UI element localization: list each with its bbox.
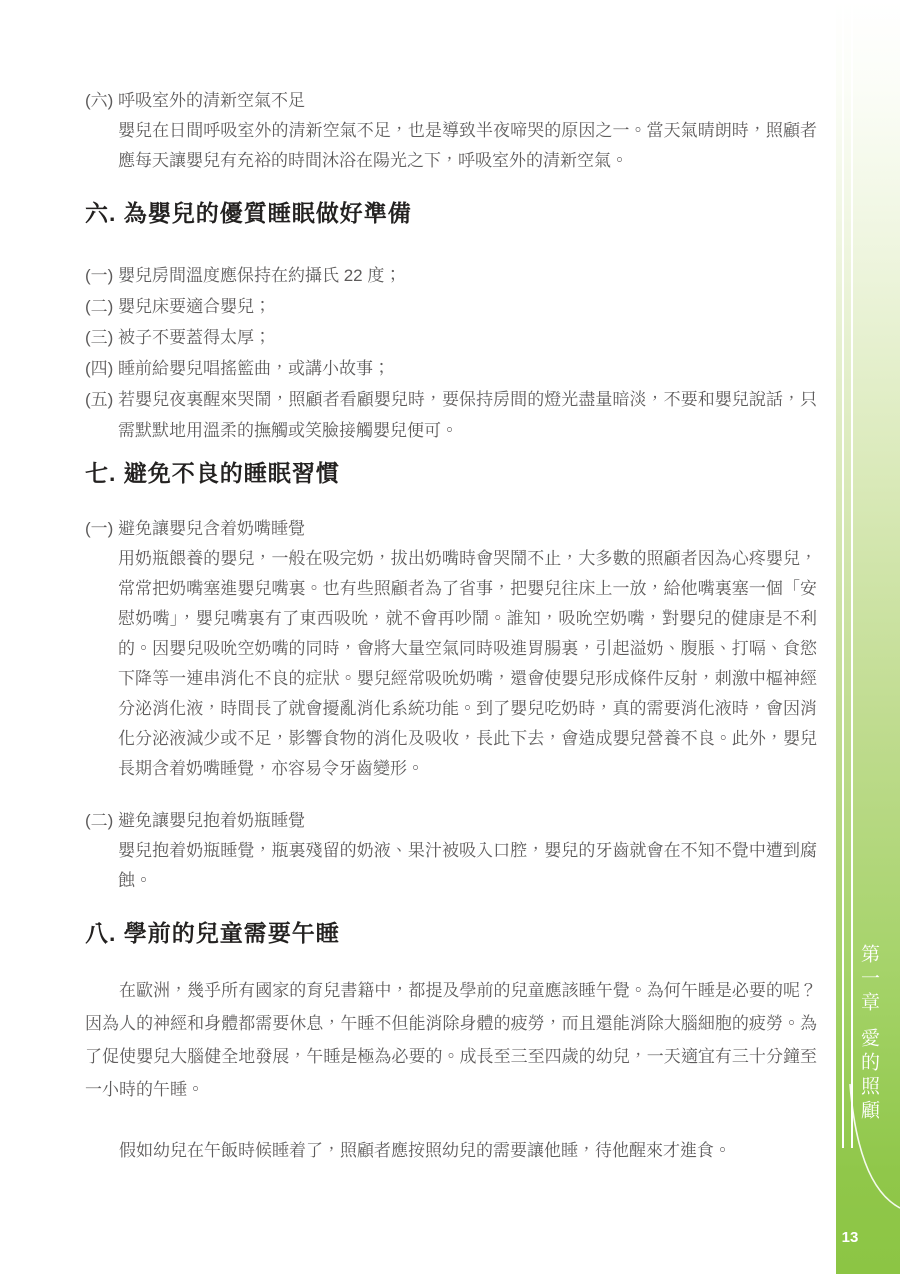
item-label: (一) [85, 266, 114, 285]
item-body: 用奶瓶餵養的嬰兒，一般在吸完奶，拔出奶嘴時會哭鬧不止，大多數的照顧者因為心疼嬰兒，常常把奶嘴塞進嬰兒嘴裏。也有些照顧者為了省事，把嬰兒往床上一放，給他嘴裏塞一個「安慰奶嘴」，嬰兒嘴裏有了東西吸吮，就不會再吵鬧。誰知，吸吮空奶嘴，對嬰兒的健康是不利的。因嬰兒吸吮空奶嘴的同時，會將大量空氣同時吸進胃腸裏，引起溢奶、腹脹、打嗝、食慾下降等一連串消化不良的症狀。嬰兒經常吸吮奶嘴，還會使嬰兒形成條件反射，刺激中樞神經分泌消化液，時間長了就會擾亂消化系統功能。到了嬰兒吃奶時，真的需要消化液時，會因消化分泌液減少或不足，影響食物的消化及吸收，長此下去，會造成嬰兒營養不良。此外，嬰兒長期含着奶嘴睡覺，亦容易令牙齒變形。 [118, 549, 817, 778]
item-text: 睡前給嬰兒唱搖籃曲，或講小故事； [118, 359, 390, 378]
tab-spacer [868, 1016, 869, 1028]
list-item-bottle [85, 806, 817, 896]
list-item [85, 260, 817, 291]
item-label: (四) [85, 359, 114, 378]
section-heading-seven: 七. 避免不良的睡眠習慣 [85, 460, 340, 486]
page-number: 13 [841, 1229, 859, 1246]
section-eight-paragraph: 假如幼兒在午飯時候睡着了，照顧者應按照幼兒的需要讓他睡，待他醒來才進食。 [119, 1141, 731, 1160]
list-item [85, 353, 817, 384]
sidebar-stripe-divider [851, 0, 853, 1148]
list-item [85, 384, 817, 446]
section-eight-paragraph: 在歐洲，幾乎所有國家的育兒書籍中，都提及學前的兒童應該睡午覺。為何午睡是必要的呢？因為人的神經和身體都需要休息，午睡不但能消除身體的疲勞，而且還能消除大腦細胞的疲勞。為了促使嬰兒大腦健全地發展，午睡是極為必要的。成長至三至四歲的幼兒，一天適宜有三十分鐘至一小時的午睡。 [85, 981, 817, 1099]
item-text: 嬰兒床要適合嬰兒； [118, 297, 271, 316]
item-label: (二) [85, 811, 114, 830]
item-text: 被子不要蓋得太厚； [118, 328, 271, 347]
list-item [85, 322, 817, 353]
item-label: (五) [85, 390, 114, 409]
item-label: (六) [85, 91, 114, 110]
item-label: (三) [85, 328, 114, 347]
page-content [85, 86, 817, 1167]
section-heading-eight: 八. 學前的兒童需要午睡 [85, 920, 340, 946]
item-text: 嬰兒房間溫度應保持在約攝氏 22 度； [118, 266, 402, 285]
chapter-number: 第一章 [858, 944, 879, 1016]
item-label: (一) [85, 519, 114, 538]
section-six-list [85, 260, 817, 446]
chapter-title: 愛的照顧 [858, 1028, 879, 1124]
chapter-sidebar [836, 0, 900, 1274]
list-item-six-air [85, 86, 817, 176]
item-title: 避免讓嬰兒抱着奶瓶睡覺 [118, 811, 305, 830]
chapter-tab [856, 944, 880, 1124]
section-heading-six: 六. 為嬰兒的優質睡眠做好準備 [85, 200, 412, 226]
item-body: 嬰兒抱着奶瓶睡覺，瓶裏殘留的奶液、果汁被吸入口腔，嬰兒的牙齒就會在不知不覺中遭到腐蝕。 [118, 841, 817, 890]
item-label: (二) [85, 297, 114, 316]
sidebar-stripe-divider [842, 0, 844, 1148]
list-item [85, 291, 817, 322]
item-title: 呼吸室外的清新空氣不足 [118, 91, 305, 110]
item-body: 嬰兒在日間呼吸室外的清新空氣不足，也是導致半夜啼哭的原因之一。當天氣晴朗時，照顧者應每天讓嬰兒有充裕的時間沐浴在陽光之下，呼吸室外的清新空氣。 [118, 121, 817, 170]
list-item-pacifier [85, 514, 817, 784]
item-title: 避免讓嬰兒含着奶嘴睡覺 [118, 519, 305, 538]
item-text: 若嬰兒夜裏醒來哭鬧，照顧者看顧嬰兒時，要保持房間的燈光盡量暗淡，不要和嬰兒說話，只需默默地用溫柔的撫觸或笑臉接觸嬰兒便可。 [118, 390, 817, 440]
